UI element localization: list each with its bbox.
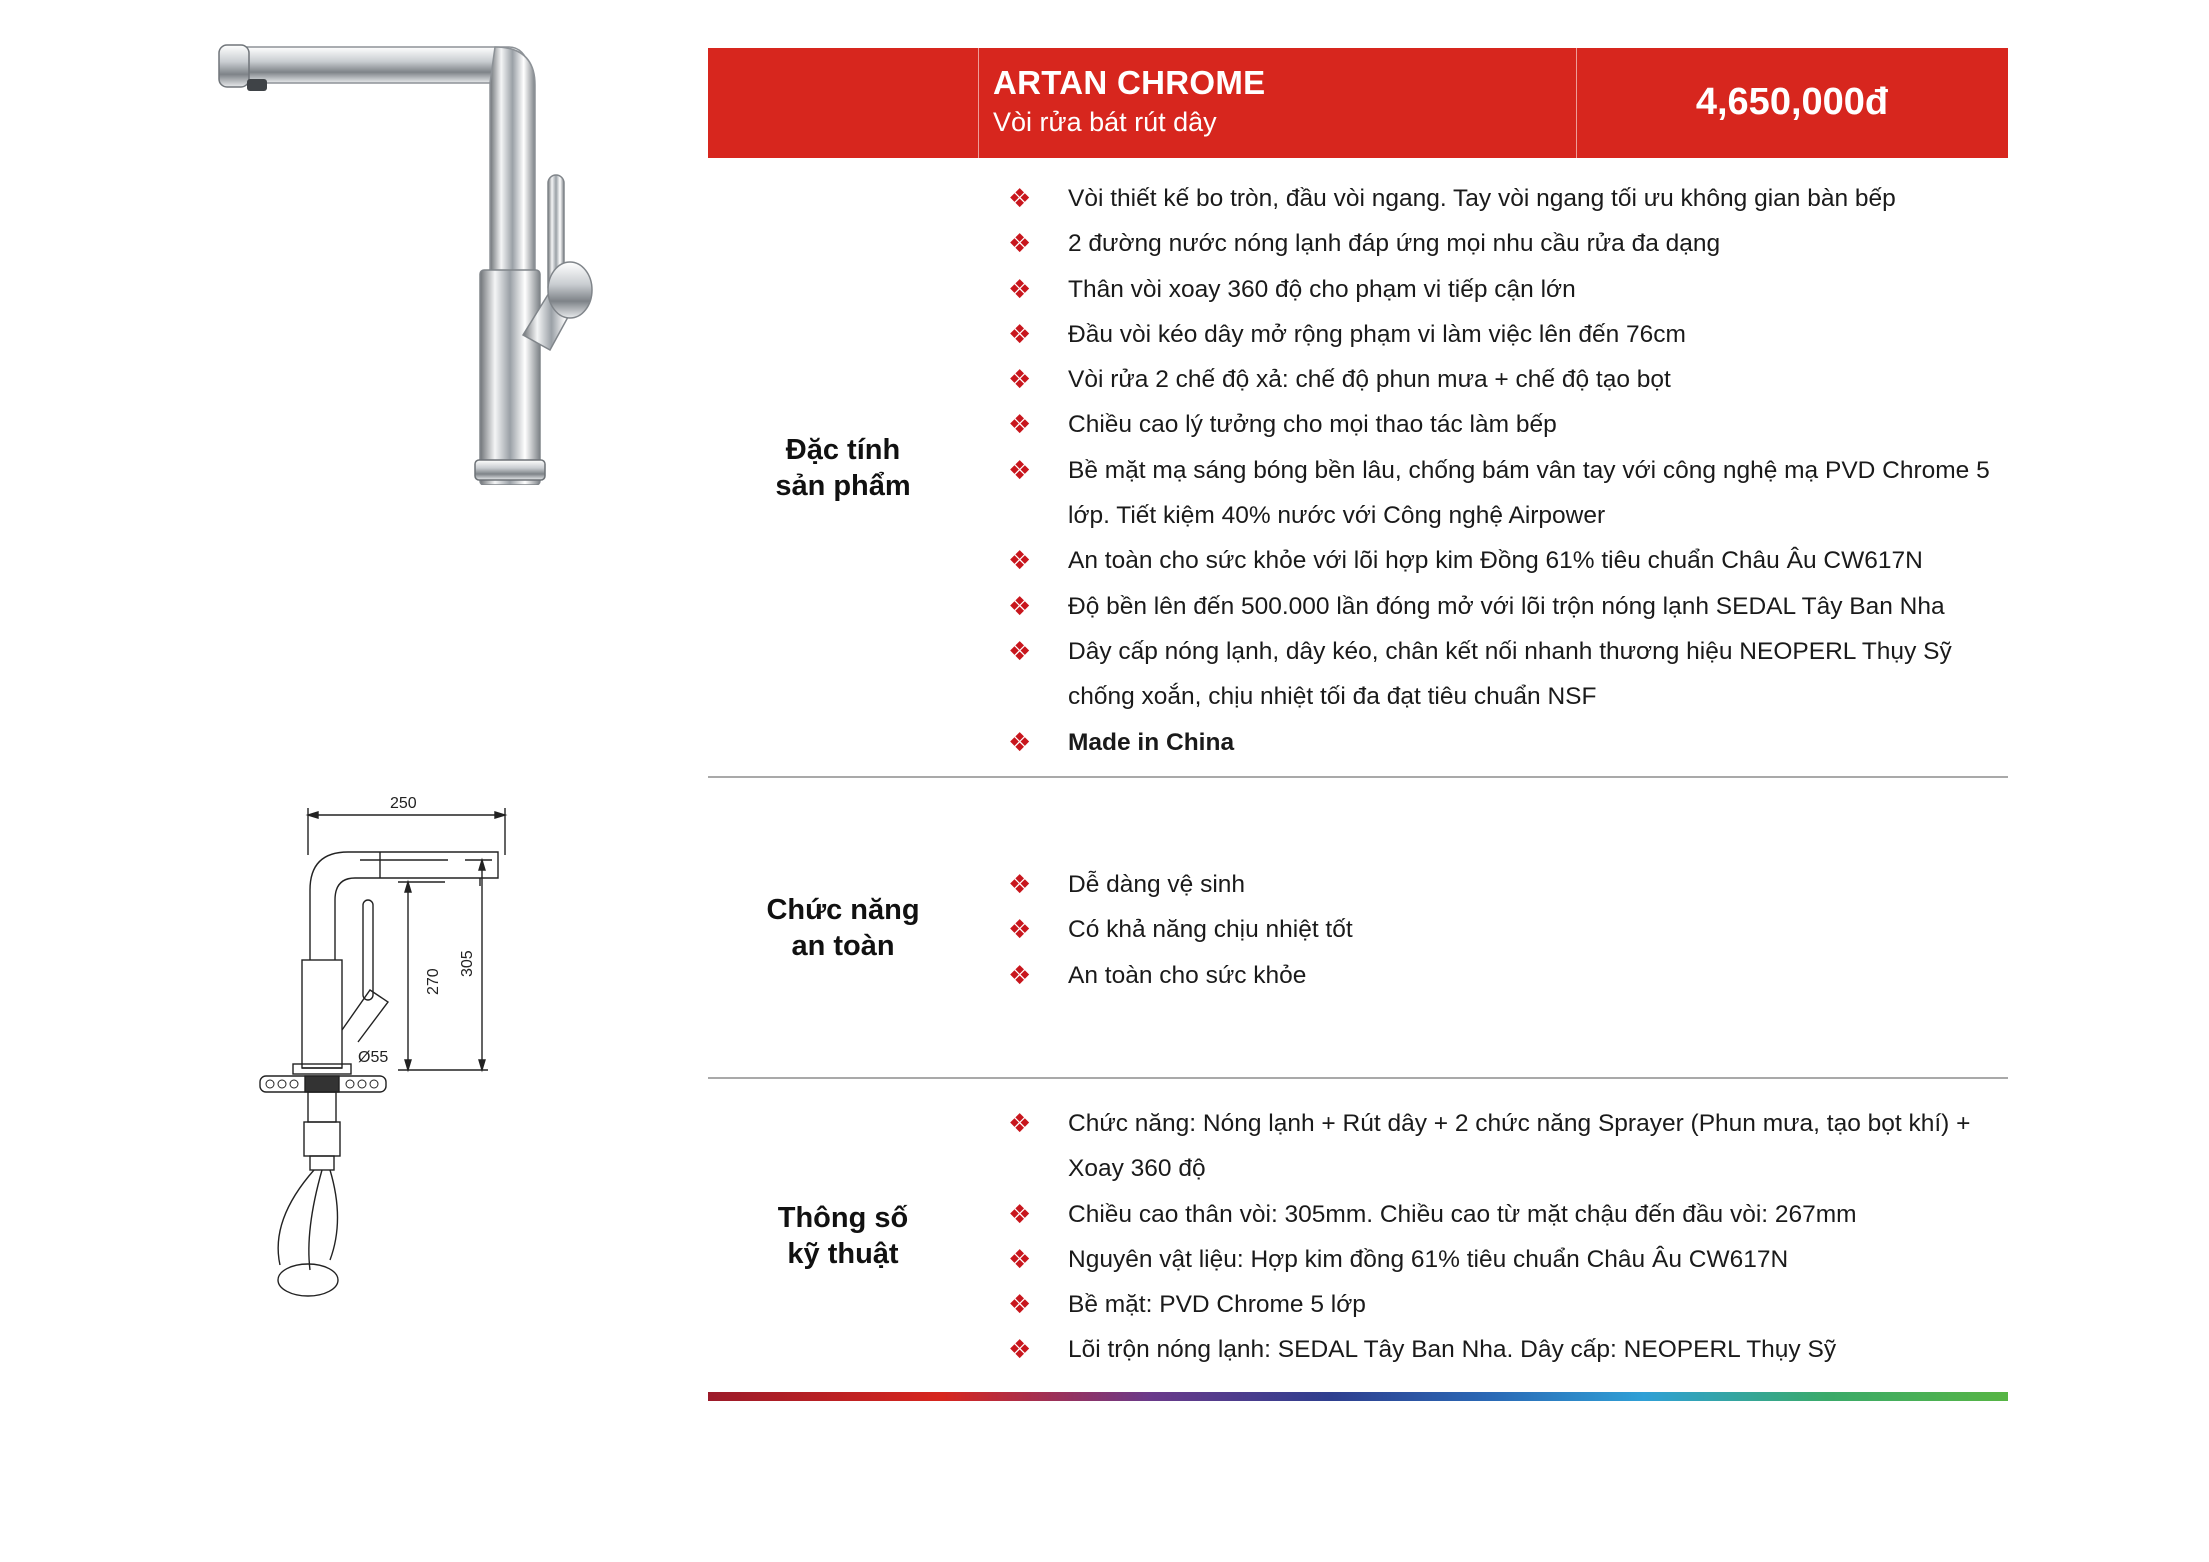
bullet-icon: ❖ xyxy=(1008,1334,1032,1365)
list-item: ❖ Dễ dàng vệ sinh xyxy=(1000,862,2005,907)
list-item: ❖ 2 đường nước nóng lạnh đáp ứng mọi nhu cầu rửa đa dạng xyxy=(1000,221,2005,266)
product-price: 4,650,000đ xyxy=(1695,81,1889,123)
list-item: ❖ Thân vòi xoay 360 độ cho phạm vi tiếp cận lớn xyxy=(1000,267,2005,312)
bullet-icon: ❖ xyxy=(1008,1108,1032,1138)
height-label-270: 270 xyxy=(425,968,442,995)
faucet-diagram xyxy=(230,780,600,1300)
list-item: ❖ Nguyên vật liệu: Hợp kim đồng 61% tiêu chuẩn Châu Âu CW617N xyxy=(1000,1237,2005,1282)
bullet-icon: ❖ xyxy=(1008,273,1032,304)
section-divider xyxy=(708,1077,2008,1079)
bullet-icon: ❖ xyxy=(1008,409,1032,440)
list-item: ❖ Chức năng: Nóng lạnh + Rút dây + 2 chức năng Sprayer (Phun mưa, tạo bọt khí) + Xoay 360 độ xyxy=(1000,1101,2005,1192)
list-item: ❖ An toàn cho sức khỏe xyxy=(1000,953,2005,998)
bullet-icon: ❖ xyxy=(1008,914,1032,945)
features-list xyxy=(1000,176,2005,765)
list-item: ❖ Lõi trộn nóng lạnh: SEDAL Tây Ban Nha. Dây cấp: NEOPERL Thụy Sỹ xyxy=(1000,1327,2005,1372)
section-divider xyxy=(708,776,2008,778)
bullet-icon: ❖ xyxy=(1008,1289,1032,1320)
diameter-label: Ø55 xyxy=(358,1049,389,1066)
list-item: ❖ Có khả năng chịu nhiệt tốt xyxy=(1000,907,2005,952)
list-item: ❖ Chiều cao lý tưởng cho mọi thao tác làm bếp xyxy=(1000,402,2005,447)
list-item: ❖ Bề mặt mạ sáng bóng bền lâu, chống bám vân tay với công nghệ mạ PVD Chrome 5 lớp. Tiết kiệm 40% nước với Công nghệ Airpower xyxy=(1000,448,2005,539)
product-header xyxy=(708,48,2008,158)
bullet-icon: ❖ xyxy=(1008,869,1032,899)
specs-list xyxy=(1000,1101,2005,1373)
footer-gradient-bar xyxy=(708,1392,2008,1401)
height-label-305: 305 xyxy=(459,950,476,977)
safety-label: Chức năng an toàn xyxy=(766,894,920,962)
bullet-icon: ❖ xyxy=(1008,1198,1032,1229)
list-item: ❖ Chiều cao thân vòi: 305mm. Chiều cao từ mặt chậu đến đầu vòi: 267mm xyxy=(1000,1192,2005,1237)
product-subtitle: Vòi rửa bát rút dây xyxy=(993,107,1217,137)
list-item: ❖ Vòi rửa 2 chế độ xả: chế độ phun mưa + chế độ tạo bọt xyxy=(1000,357,2005,402)
list-item: ❖ Made in China xyxy=(1000,720,2005,765)
specs-label: Thông số kỹ thuật xyxy=(777,1202,909,1270)
bullet-icon: ❖ xyxy=(1008,318,1032,349)
bullet-icon: ❖ xyxy=(1008,1243,1032,1274)
list-item: ❖ Độ bền lên đến 500.000 lần đóng mở với lõi trộn nóng lạnh SEDAL Tây Ban Nha xyxy=(1000,584,2005,629)
bullet-icon: ❖ xyxy=(1008,183,1032,213)
faucet-photo xyxy=(205,35,645,485)
bullet-icon: ❖ xyxy=(1008,959,1032,990)
bullet-icon: ❖ xyxy=(1008,635,1032,666)
list-item: ❖ Vòi thiết kế bo tròn, đầu vòi ngang. Tay vòi ngang tối ưu không gian bàn bếp xyxy=(1000,176,2005,221)
technical-drawing xyxy=(230,780,600,1300)
product-title: ARTAN CHROME xyxy=(993,64,1266,101)
bullet-icon: ❖ xyxy=(1008,364,1032,395)
bullet-icon: ❖ xyxy=(1008,726,1032,757)
bullet-icon: ❖ xyxy=(1008,454,1032,485)
safety-list xyxy=(1000,862,2005,998)
list-item: ❖ Dây cấp nóng lạnh, dây kéo, chân kết nối nhanh thương hiệu NEOPERL Thụy Sỹ chống xoắn, chịu nhiệt tối đa đạt tiêu chuẩn NSF xyxy=(1000,629,2005,720)
list-item: ❖ Bề mặt: PVD Chrome 5 lớp xyxy=(1000,1282,2005,1327)
width-label: 250 xyxy=(390,795,417,812)
list-item: ❖ An toàn cho sức khỏe với lõi hợp kim Đồng 61% tiêu chuẩn Châu Âu CW617N xyxy=(1000,538,2005,583)
bullet-icon: ❖ xyxy=(1008,545,1032,576)
features-label: Đặc tính sản phẩm xyxy=(775,434,911,502)
bullet-icon: ❖ xyxy=(1008,590,1032,621)
list-item: ❖ Đầu vòi kéo dây mở rộng phạm vi làm việc lên đến 76cm xyxy=(1000,312,2005,357)
bullet-icon: ❖ xyxy=(1008,228,1032,259)
